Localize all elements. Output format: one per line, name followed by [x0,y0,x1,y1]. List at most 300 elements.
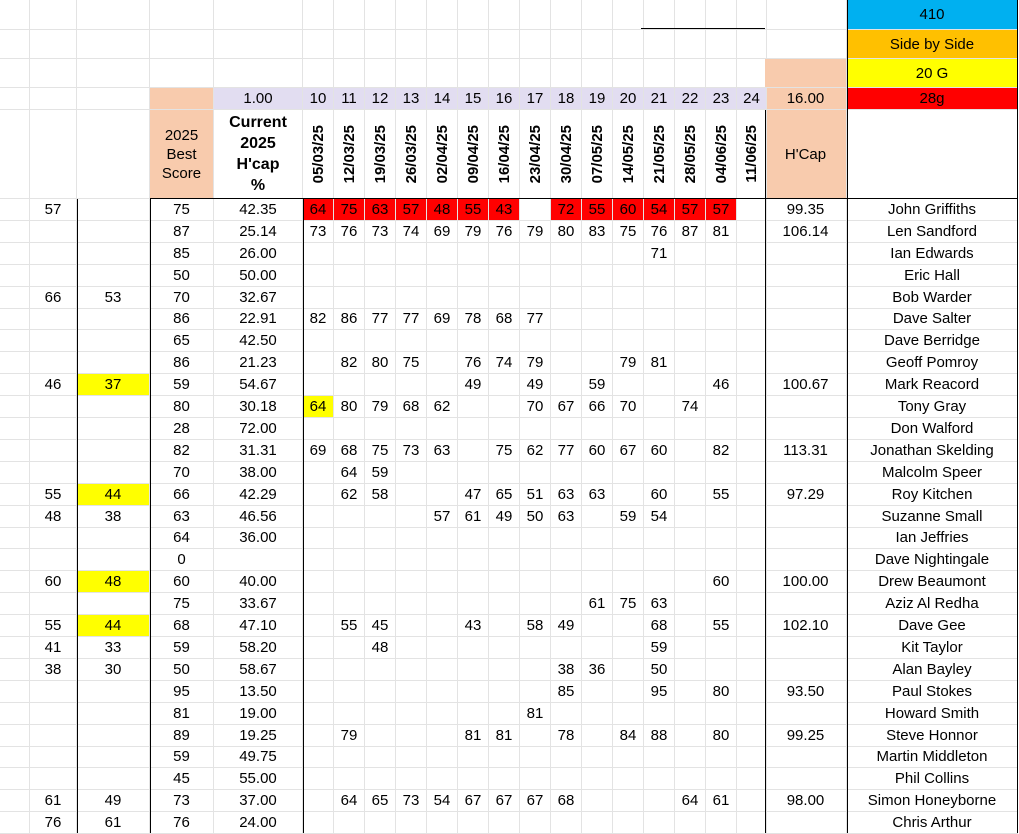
week-score-cell[interactable] [613,768,644,790]
empty-cell[interactable] [489,59,520,88]
date-header[interactable] [458,110,489,199]
score-b-cell[interactable] [77,768,150,790]
best-score-cell[interactable]: 50 [150,659,214,681]
week-score-cell[interactable] [551,571,582,593]
hcap-header[interactable]: H'Cap [765,110,847,199]
week-score-cell[interactable] [613,681,644,703]
week-score-cell[interactable] [706,747,737,769]
week-score-cell[interactable] [334,571,365,593]
empty-cell[interactable] [334,0,365,30]
week-score-cell[interactable]: 47 [458,484,489,506]
empty-cell[interactable] [0,287,30,309]
week-score-cell[interactable]: 43 [458,615,489,637]
week-score-cell[interactable] [613,747,644,769]
week-score-cell[interactable]: 70 [613,396,644,418]
hcap-cell[interactable] [765,418,847,440]
week-score-cell[interactable]: 75 [489,440,520,462]
week-score-cell[interactable]: 60 [644,484,675,506]
score-b-cell[interactable] [77,703,150,725]
week-number[interactable]: 17 [520,88,551,110]
week-score-cell[interactable] [365,812,396,834]
week-score-cell[interactable] [303,287,334,309]
week-score-cell[interactable] [396,637,427,659]
week-score-cell[interactable]: 67 [489,790,520,812]
score-b-cell[interactable] [77,265,150,287]
week-score-cell[interactable]: 62 [520,440,551,462]
week-score-cell[interactable] [737,681,767,703]
week-score-cell[interactable] [613,571,644,593]
week-score-cell[interactable] [365,747,396,769]
week-score-cell[interactable]: 75 [613,221,644,243]
week-score-cell[interactable]: 79 [613,352,644,374]
player-name-cell[interactable]: Tony Gray [847,396,1018,418]
score-a-cell[interactable]: 55 [30,484,77,506]
player-name-cell[interactable]: Howard Smith [847,703,1018,725]
week-score-cell[interactable] [396,571,427,593]
week-score-cell[interactable]: 77 [520,309,551,331]
empty-cell[interactable] [737,59,767,88]
empty-cell[interactable] [582,0,613,30]
week-score-cell[interactable] [427,725,458,747]
empty-cell[interactable] [150,59,214,88]
empty-cell[interactable] [644,59,675,88]
empty-cell[interactable] [489,30,520,59]
week-score-cell[interactable] [489,287,520,309]
best-score-header-top[interactable] [150,88,214,110]
week-score-cell[interactable] [458,243,489,265]
week-score-cell[interactable] [303,243,334,265]
week-score-cell[interactable]: 67 [458,790,489,812]
week-score-cell[interactable] [737,330,767,352]
week-score-cell[interactable] [489,571,520,593]
hcap-cell[interactable]: 99.25 [765,725,847,747]
hcap-cell[interactable]: 99.35 [765,199,847,221]
player-name-cell[interactable]: Simon Honeyborne [847,790,1018,812]
week-number[interactable]: 16 [489,88,520,110]
player-name-cell[interactable]: Mark Reacord [847,374,1018,396]
week-score-cell[interactable] [489,593,520,615]
week-score-cell[interactable] [427,571,458,593]
current-hcap-cell[interactable]: 19.00 [214,703,303,725]
week-score-cell[interactable]: 57 [427,506,458,528]
week-score-cell[interactable]: 74 [489,352,520,374]
week-score-cell[interactable] [644,703,675,725]
week-score-cell[interactable] [613,528,644,550]
hcap-cell[interactable] [765,265,847,287]
week-score-cell[interactable]: 60 [582,440,613,462]
week-score-cell[interactable] [551,593,582,615]
week-score-cell[interactable] [613,484,644,506]
empty-cell[interactable] [0,440,30,462]
week-score-cell[interactable]: 80 [365,352,396,374]
week-score-cell[interactable] [706,549,737,571]
week-score-cell[interactable] [613,330,644,352]
empty-cell[interactable] [706,0,737,30]
week-score-cell[interactable] [675,418,706,440]
week-score-cell[interactable] [334,506,365,528]
week-score-cell[interactable] [706,265,737,287]
week-score-cell[interactable]: 83 [582,221,613,243]
week-score-cell[interactable] [675,681,706,703]
week-score-cell[interactable]: 67 [520,790,551,812]
empty-cell[interactable] [520,30,551,59]
week-score-cell[interactable]: 54 [644,506,675,528]
date-header[interactable] [520,110,551,199]
empty-cell[interactable] [365,30,396,59]
week-score-cell[interactable] [675,287,706,309]
current-hcap-cell[interactable]: 47.10 [214,615,303,637]
week-score-cell[interactable] [675,571,706,593]
hcap-cell[interactable] [765,549,847,571]
week-score-cell[interactable] [365,506,396,528]
best-score-cell[interactable]: 59 [150,637,214,659]
empty-cell[interactable] [613,30,644,59]
score-a-cell[interactable]: 60 [30,571,77,593]
week-score-cell[interactable] [520,243,551,265]
score-a-cell[interactable]: 55 [30,615,77,637]
week-score-cell[interactable]: 68 [644,615,675,637]
week-score-cell[interactable] [613,703,644,725]
week-score-cell[interactable] [489,703,520,725]
week-score-cell[interactable] [365,549,396,571]
empty-cell[interactable] [551,59,582,88]
week-score-cell[interactable] [489,396,520,418]
hcap-cell[interactable] [765,747,847,769]
week-score-cell[interactable] [427,637,458,659]
week-score-cell[interactable] [644,418,675,440]
score-b-cell[interactable]: 30 [77,659,150,681]
hcap-cell[interactable] [765,528,847,550]
week-score-cell[interactable] [582,725,613,747]
week-score-cell[interactable] [737,396,767,418]
best-score-cell[interactable]: 85 [150,243,214,265]
week-score-cell[interactable] [396,265,427,287]
week-score-cell[interactable] [365,571,396,593]
score-a-cell[interactable] [30,396,77,418]
player-name-cell[interactable]: Steve Honnor [847,725,1018,747]
empty-cell[interactable] [0,484,30,506]
week-score-cell[interactable] [675,637,706,659]
week-score-cell[interactable] [551,747,582,769]
week-score-cell[interactable] [520,528,551,550]
week-score-cell[interactable] [675,812,706,834]
date-header[interactable] [489,110,520,199]
player-name-cell[interactable]: Ian Jeffries [847,528,1018,550]
empty-cell[interactable] [0,221,30,243]
best-score-cell[interactable]: 0 [150,549,214,571]
empty-cell[interactable] [0,768,30,790]
week-score-cell[interactable]: 77 [551,440,582,462]
week-score-cell[interactable]: 55 [706,484,737,506]
week-score-cell[interactable] [489,462,520,484]
week-score-cell[interactable] [489,812,520,834]
week-score-cell[interactable]: 67 [613,440,644,462]
empty-cell[interactable] [458,59,489,88]
week-score-cell[interactable] [644,747,675,769]
player-name-cell[interactable]: Ian Edwards [847,243,1018,265]
week-score-cell[interactable] [737,528,767,550]
week-number[interactable]: 20 [613,88,644,110]
week-number[interactable]: 22 [675,88,706,110]
week-score-cell[interactable] [458,659,489,681]
score-a-cell[interactable] [30,703,77,725]
empty-cell[interactable] [30,110,77,199]
week-score-cell[interactable] [582,747,613,769]
week-score-cell[interactable] [613,374,644,396]
week-score-cell[interactable] [737,440,767,462]
week-score-cell[interactable] [489,659,520,681]
score-a-cell[interactable] [30,265,77,287]
week-score-cell[interactable]: 59 [613,506,644,528]
week-score-cell[interactable] [737,418,767,440]
current-hcap-cell[interactable]: 24.00 [214,812,303,834]
legend-2[interactable]: 20 G [847,59,1018,88]
empty-cell[interactable] [0,418,30,440]
week-score-cell[interactable] [303,790,334,812]
empty-cell[interactable] [458,30,489,59]
week-score-cell[interactable] [520,637,551,659]
week-score-cell[interactable] [458,593,489,615]
hcap-cell[interactable] [765,637,847,659]
week-score-cell[interactable] [396,330,427,352]
hcap-cell[interactable]: 102.10 [765,615,847,637]
week-score-cell[interactable] [303,506,334,528]
week-score-cell[interactable]: 49 [458,374,489,396]
current-hcap-cell[interactable]: 54.67 [214,374,303,396]
week-score-cell[interactable] [675,659,706,681]
week-score-cell[interactable] [675,528,706,550]
week-score-cell[interactable] [737,725,767,747]
week-score-cell[interactable] [427,374,458,396]
empty-cell[interactable] [644,0,675,30]
week-score-cell[interactable] [737,659,767,681]
empty-cell[interactable] [0,506,30,528]
week-score-cell[interactable] [458,703,489,725]
score-b-cell[interactable]: 38 [77,506,150,528]
week-score-cell[interactable] [365,768,396,790]
week-score-cell[interactable]: 73 [303,221,334,243]
week-score-cell[interactable] [489,374,520,396]
week-score-cell[interactable]: 63 [551,484,582,506]
week-score-cell[interactable] [644,768,675,790]
week-score-cell[interactable]: 50 [644,659,675,681]
week-score-cell[interactable]: 68 [489,309,520,331]
week-score-cell[interactable] [396,681,427,703]
week-score-cell[interactable]: 76 [334,221,365,243]
score-a-cell[interactable]: 48 [30,506,77,528]
score-b-cell[interactable]: 33 [77,637,150,659]
week-score-cell[interactable] [706,309,737,331]
week-score-cell[interactable] [396,725,427,747]
best-score-header[interactable] [150,110,214,199]
player-name-cell[interactable]: Don Walford [847,418,1018,440]
player-name-cell[interactable]: Chris Arthur [847,812,1018,834]
empty-cell[interactable] [334,30,365,59]
week-score-cell[interactable] [582,790,613,812]
week-score-cell[interactable] [737,812,767,834]
week-score-cell[interactable] [334,812,365,834]
week-score-cell[interactable]: 86 [334,309,365,331]
week-score-cell[interactable] [303,768,334,790]
week-score-cell[interactable] [737,287,767,309]
week-score-cell[interactable]: 69 [427,309,458,331]
empty-cell[interactable] [737,0,767,30]
week-score-cell[interactable] [303,484,334,506]
empty-cell[interactable] [582,30,613,59]
empty-cell[interactable] [77,30,150,59]
week-score-cell[interactable]: 50 [520,506,551,528]
best-score-cell[interactable]: 50 [150,265,214,287]
week-score-cell[interactable]: 55 [706,615,737,637]
week-score-cell[interactable] [582,309,613,331]
empty-cell[interactable] [0,352,30,374]
week-score-cell[interactable] [334,549,365,571]
player-name-cell[interactable]: Dave Berridge [847,330,1018,352]
best-score-cell[interactable]: 75 [150,199,214,221]
week-score-cell[interactable] [675,484,706,506]
score-a-cell[interactable] [30,309,77,331]
player-name-cell[interactable]: Jonathan Skelding [847,440,1018,462]
current-hcap-cell[interactable]: 46.56 [214,506,303,528]
week-score-cell[interactable] [334,243,365,265]
week-score-cell[interactable] [458,330,489,352]
player-name-cell[interactable]: Kit Taylor [847,637,1018,659]
score-b-cell[interactable] [77,309,150,331]
current-hcap-cell[interactable] [214,549,303,571]
best-score-cell[interactable]: 73 [150,790,214,812]
week-score-cell[interactable] [520,549,551,571]
week-score-cell[interactable] [644,309,675,331]
week-score-cell[interactable] [334,747,365,769]
week-score-cell[interactable] [582,506,613,528]
week-score-cell[interactable] [737,790,767,812]
best-score-cell[interactable]: 59 [150,747,214,769]
empty-cell[interactable] [0,374,30,396]
week-score-cell[interactable] [706,637,737,659]
empty-cell[interactable] [0,265,30,287]
date-header[interactable] [706,110,737,199]
week-score-cell[interactable]: 58 [520,615,551,637]
player-name-cell[interactable]: Eric Hall [847,265,1018,287]
empty-cell[interactable] [765,30,847,59]
empty-cell[interactable] [644,30,675,59]
best-score-cell[interactable]: 86 [150,352,214,374]
week-score-cell[interactable]: 45 [365,615,396,637]
player-name-cell[interactable]: Martin Middleton [847,747,1018,769]
week-score-cell[interactable] [334,265,365,287]
current-hcap-cell[interactable]: 49.75 [214,747,303,769]
week-score-cell[interactable] [303,593,334,615]
week-score-cell[interactable] [613,812,644,834]
week-score-cell[interactable]: 64 [303,199,334,221]
date-header[interactable] [396,110,427,199]
best-score-cell[interactable]: 68 [150,615,214,637]
week-score-cell[interactable] [396,593,427,615]
week-score-cell[interactable]: 84 [613,725,644,747]
empty-cell[interactable] [77,88,150,110]
week-score-cell[interactable]: 79 [520,352,551,374]
week-score-cell[interactable] [303,549,334,571]
week-score-cell[interactable] [613,309,644,331]
best-score-cell[interactable]: 75 [150,593,214,615]
empty-cell[interactable] [150,30,214,59]
week-score-cell[interactable]: 64 [675,790,706,812]
week-score-cell[interactable] [582,418,613,440]
score-b-cell[interactable] [77,462,150,484]
week-score-cell[interactable] [613,265,644,287]
week-score-cell[interactable] [675,309,706,331]
week-score-cell[interactable] [427,265,458,287]
current-hcap-cell[interactable]: 38.00 [214,462,303,484]
week-score-cell[interactable] [613,549,644,571]
week-score-cell[interactable] [303,615,334,637]
week-score-cell[interactable] [427,484,458,506]
player-name-cell[interactable]: Dave Salter [847,309,1018,331]
date-header[interactable] [365,110,396,199]
score-a-cell[interactable] [30,549,77,571]
player-name-cell[interactable]: Roy Kitchen [847,484,1018,506]
score-b-cell[interactable]: 48 [77,571,150,593]
week-score-cell[interactable] [551,374,582,396]
current-hcap-cell[interactable]: 37.00 [214,790,303,812]
week-number[interactable]: 10 [303,88,334,110]
week-score-cell[interactable]: 81 [644,352,675,374]
current-hcap-cell[interactable]: 36.00 [214,528,303,550]
empty-cell[interactable] [0,243,30,265]
week-score-cell[interactable]: 81 [706,221,737,243]
week-score-cell[interactable] [737,199,767,221]
week-score-cell[interactable] [582,768,613,790]
score-b-cell[interactable] [77,440,150,462]
week-score-cell[interactable] [706,352,737,374]
week-score-cell[interactable]: 48 [365,637,396,659]
week-score-cell[interactable] [737,243,767,265]
week-score-cell[interactable] [551,287,582,309]
week-score-cell[interactable]: 75 [613,593,644,615]
week-score-cell[interactable]: 59 [365,462,396,484]
score-b-cell[interactable] [77,747,150,769]
week-score-cell[interactable] [334,287,365,309]
week-score-cell[interactable] [303,462,334,484]
score-b-cell[interactable] [77,396,150,418]
week-score-cell[interactable] [427,352,458,374]
week-score-cell[interactable] [613,659,644,681]
week-score-cell[interactable] [644,549,675,571]
week-score-cell[interactable]: 60 [644,440,675,462]
week-score-cell[interactable] [737,615,767,637]
week-score-cell[interactable] [675,747,706,769]
date-header[interactable] [303,110,334,199]
score-b-cell[interactable]: 53 [77,287,150,309]
empty-cell[interactable] [0,396,30,418]
week-score-cell[interactable] [303,812,334,834]
week-score-cell[interactable] [706,659,737,681]
week-score-cell[interactable] [520,681,551,703]
hcap-cell[interactable]: 100.00 [765,571,847,593]
week-score-cell[interactable]: 63 [365,199,396,221]
empty-cell[interactable] [0,528,30,550]
week-score-cell[interactable] [582,352,613,374]
hcap-cell[interactable] [765,506,847,528]
empty-cell[interactable] [613,59,644,88]
player-name-cell[interactable]: Drew Beaumont [847,571,1018,593]
week-score-cell[interactable] [458,549,489,571]
week-score-cell[interactable] [582,681,613,703]
week-score-cell[interactable] [706,330,737,352]
empty-cell[interactable] [675,30,706,59]
empty-cell[interactable] [0,110,30,199]
week-score-cell[interactable] [396,484,427,506]
